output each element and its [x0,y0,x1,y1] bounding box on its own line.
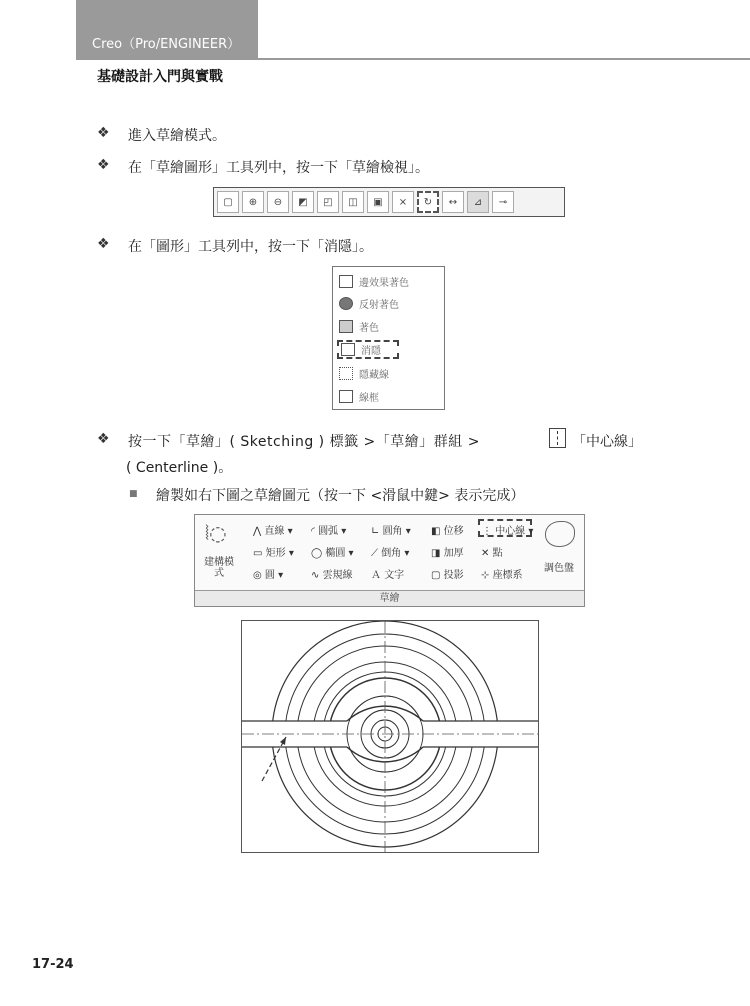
menu-item-no-hidden[interactable] [337,340,399,359]
sketch-constraints-icon[interactable]: ⊿ [467,191,489,213]
no-hidden-icon [341,343,355,356]
arc-button[interactable]: ◜ 圓弧 ▾ [311,526,347,537]
step-2-text: 在「草繪圖形」工具列中，按一下「草繪檢視」。 [128,160,429,176]
shaded-edges-icon [339,275,353,288]
step-3-text: 在「圖形」工具列中，按一下「消隱」。 [128,239,373,255]
shaded-icon [339,320,353,333]
step-4-centerline-en: ( Centerline )。 [126,460,233,476]
construction-mode-icon[interactable]: ⦚◌ [205,521,227,545]
text-button[interactable]: Ａ 文字 [371,570,405,581]
rectangle-button[interactable]: ▭ 矩形 ▾ [253,548,294,559]
step-4-text: 按一下「草繪」( Sketching ) 標籤 >「草繪」群組 > [128,434,480,450]
graphics-toolbar [213,187,565,217]
wireframe-icon [339,390,353,403]
menu-item-wireframe[interactable] [339,387,439,406]
display-style-icon[interactable]: ◰ [317,191,339,213]
sphere-icon [339,297,353,310]
palette-label[interactable]: 調色盤 [544,563,574,574]
display-style-menu [332,266,445,410]
construction-mode-label[interactable]: 建構模式 [204,557,234,579]
menu-item-label: 反射著色 [359,300,399,311]
datum-display-icon[interactable]: ⨯ [392,191,414,213]
header-rule [76,58,750,60]
centerline-button[interactable]: ⋮ 中心線 ▾ [482,526,534,537]
menu-item-shading[interactable] [339,317,439,336]
menu-item-hidden-line[interactable] [339,364,439,383]
reorient-icon[interactable]: ◩ [292,191,314,213]
step-4-centerline: 「中心線」 [572,434,642,450]
ribbon-group-label: 草繪 [195,590,584,606]
menu-item-label: 線框 [359,393,379,404]
bullet-icon: ❖ [97,157,110,173]
offset-button[interactable]: ◧ 位移 [431,526,464,537]
hidden-line-icon [339,367,353,380]
sketching-ribbon [194,514,585,607]
bullet-icon: ❖ [97,431,110,447]
book-title-tab [76,0,258,58]
sketch-figure [242,621,538,852]
fillet-button[interactable]: ∟ 圓角 ▾ [371,526,411,537]
sketch-view-icon[interactable]: ↻ [417,191,439,213]
menu-item-label: 消隱 [361,346,381,357]
menu-item-shading-reflections[interactable] [339,294,439,313]
book-title: Creo（Pro/ENGINEER） [92,37,241,52]
sub-bullet-icon: ■ [129,489,138,499]
saved-views-icon[interactable]: ◫ [342,191,364,213]
step-1-text: 進入草繪模式。 [128,128,226,144]
sketch-drawing [241,620,539,853]
ellipse-button[interactable]: ◯ 橢圓 ▾ [311,548,354,559]
bullet-icon: ❖ [97,236,110,252]
line-button[interactable]: ⋀ 直線 ▾ [253,526,293,537]
page-number: 17-24 [32,957,74,972]
palette-icon[interactable] [545,521,575,547]
bullet-icon: ❖ [97,125,110,141]
project-button[interactable]: ▢ 投影 [431,570,464,581]
refit-icon[interactable]: ▢ [217,191,239,213]
coordinate-system-button[interactable]: ⊹ 座標系 [481,570,523,581]
sub-step-text: 繪製如右下圖之草繪圖元（按一下 <滑鼠中鍵> 表示完成） [156,488,525,504]
centerline-icon [549,428,566,448]
point-button[interactable]: ✕ 點 [481,548,503,559]
circle-button[interactable]: ◎ 圓 ▾ [253,570,284,581]
spline-button[interactable]: ∿ 雲規線 [311,570,353,581]
page-subtitle: 基礎設計入門與實戰 [97,69,223,85]
zoom-in-icon[interactable]: ⊕ [242,191,264,213]
sketch-dimensions-icon[interactable]: ↔ [442,191,464,213]
zoom-out-icon[interactable]: ⊖ [267,191,289,213]
thicken-button[interactable]: ◨ 加厚 [431,548,464,559]
view-manager-icon[interactable]: ▣ [367,191,389,213]
sketch-points-icon[interactable]: ⊸ [492,191,514,213]
menu-item-label: 著色 [359,323,379,334]
menu-item-label: 隱藏線 [359,370,389,381]
chamfer-button[interactable]: ⟋ 倒角 ▾ [371,548,410,559]
menu-item-shading-edges[interactable] [339,272,439,291]
menu-item-label: 邊效果著色 [359,278,409,289]
